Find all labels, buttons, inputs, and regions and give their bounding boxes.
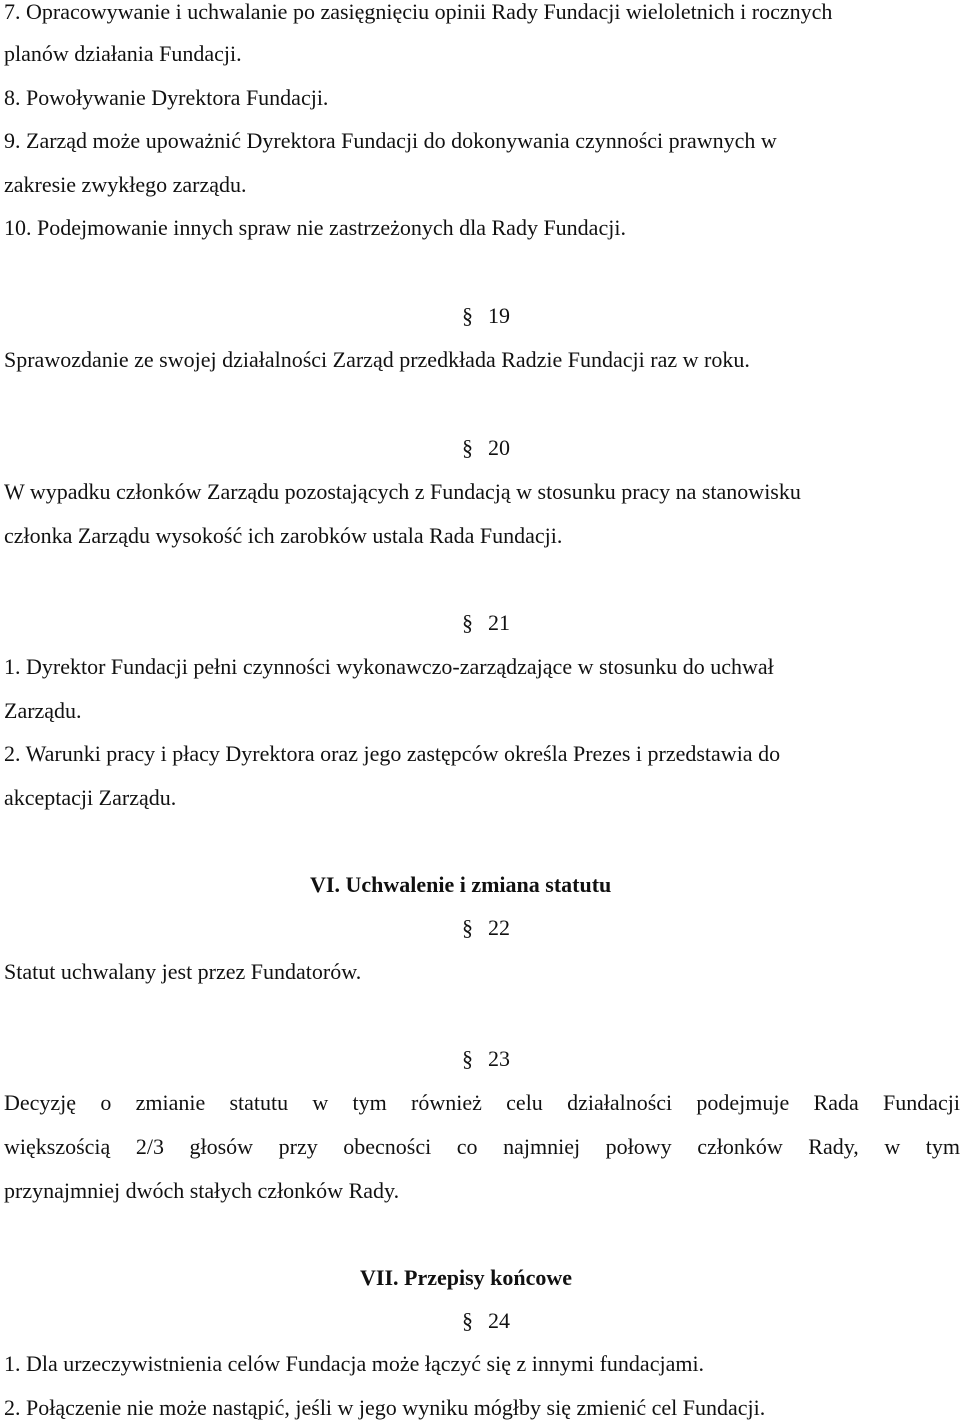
section-sign: §: [462, 1046, 473, 1071]
paragraph-21-text-2: Zarządu.: [4, 698, 82, 723]
section-sign: §: [462, 1308, 473, 1333]
paragraph-21-text-3: 2. Warunki pracy i płacy Dyrektora oraz jego zastępców określa Prezes i przedstawia do: [4, 741, 781, 766]
paragraph-number: 22: [488, 915, 510, 940]
paragraph-19-heading: [462, 302, 510, 330]
paragraph-24-text-2: 2. Połączenie nie może nastąpić, jeśli w jego wyniku mógłby się zmienić cel Fundacji.: [4, 1395, 766, 1420]
line-item-7a: 7. Opracowywanie i uchwalanie po zasięgnięciu opinii Rady Fundacji wieloletnich i rocznych: [4, 0, 833, 24]
section-sign: §: [462, 303, 473, 328]
paragraph-22-text: Statut uchwalany jest przez Fundatorów.: [4, 959, 362, 984]
paragraph-21-heading: [462, 609, 510, 637]
paragraph-24-heading: [462, 1307, 510, 1335]
paragraph-23-text-3: przynajmniej dwóch stałych członków Rady.: [4, 1178, 400, 1203]
paragraph-23-text-1: Decyzję o zmianie statutu w tym również celu działalności podejmuje Rada Fundacji: [4, 1090, 960, 1115]
paragraph-number: 21: [488, 610, 510, 635]
paragraph-number: 20: [488, 435, 510, 460]
section-sign: §: [462, 610, 473, 635]
paragraph-24-text-1: 1. Dla urzeczywistnienia celów Fundacja może łączyć się z innymi fundacjami.: [4, 1351, 705, 1376]
paragraph-number: 19: [488, 303, 510, 328]
paragraph-19-text: Sprawozdanie ze swojej działalności Zarząd przedkłada Radzie Fundacji raz w roku.: [4, 347, 750, 372]
paragraph-number: 24: [488, 1308, 510, 1333]
line-item-9a: 9. Zarząd może upoważnić Dyrektora Fundacji do dokonywania czynności prawnych w: [4, 128, 777, 153]
paragraph-20-text-1: W wypadku członków Zarządu pozostających z Fundacją w stosunku pracy na stanowisku: [4, 479, 801, 504]
paragraph-22-heading: [462, 914, 510, 942]
paragraph-23-heading: [462, 1045, 510, 1073]
line-item-7b: planów działania Fundacji.: [4, 41, 242, 66]
section-6-title: VI. Uchwalenie i zmiana statutu: [310, 872, 612, 897]
paragraph-21-text-4: akceptacji Zarządu.: [4, 785, 177, 810]
section-7-title: VII. Przepisy końcowe: [360, 1265, 573, 1290]
paragraph-23-text-2: większością 2/3 głosów przy obecności co najmniej połowy członków Rady, w tym: [4, 1134, 960, 1159]
paragraph-number: 23: [488, 1046, 510, 1071]
paragraph-21-text-1: 1. Dyrektor Fundacji pełni czynności wykonawczo-zarządzające w stosunku do uchwał: [4, 654, 774, 679]
line-item-9b: zakresie zwykłego zarządu.: [4, 172, 247, 197]
section-sign: §: [462, 435, 473, 460]
section-sign: §: [462, 915, 473, 940]
line-item-8: 8. Powoływanie Dyrektora Fundacji.: [4, 85, 329, 110]
line-item-10: 10. Podejmowanie innych spraw nie zastrzeżonych dla Rady Fundacji.: [4, 215, 626, 240]
paragraph-20-text-2: członka Zarządu wysokość ich zarobków ustala Rada Fundacji.: [4, 523, 563, 548]
paragraph-20-heading: [462, 434, 510, 462]
